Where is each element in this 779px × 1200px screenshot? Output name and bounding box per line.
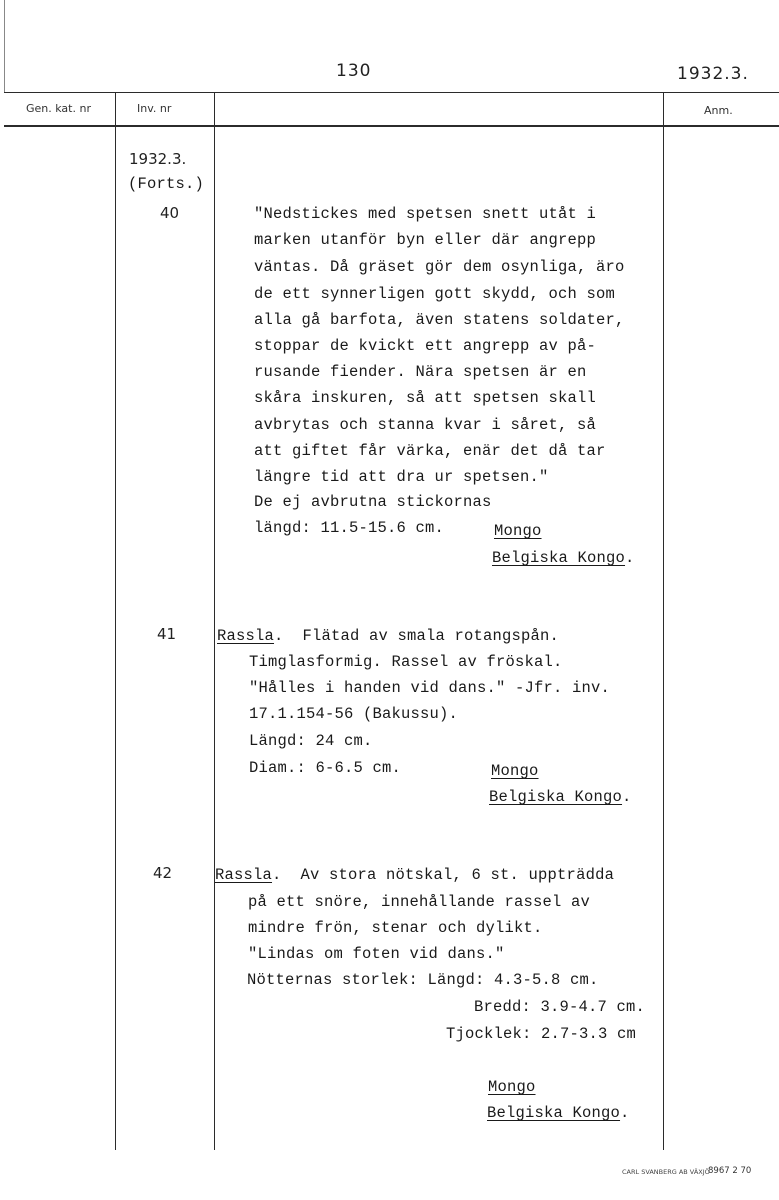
entry-title-line bbox=[217, 627, 559, 645]
entry-text-line: "Hålles i handen vid dans." -Jfr. inv. bbox=[249, 679, 611, 697]
entry-origin-tribe: Mongo bbox=[491, 762, 539, 780]
entry-text-line: skåra inskuren, så att spetsen skall bbox=[254, 389, 597, 407]
entry-text-line: alla gå barfota, även statens soldater, bbox=[254, 311, 625, 329]
entry-text-line: väntas. Då gräset gör dem osynliga, äro bbox=[254, 258, 625, 276]
entry-text-line: Diam.: 6-6.5 cm. bbox=[249, 759, 402, 777]
column-header-inv: Inv. nr bbox=[137, 102, 172, 115]
entry-text-line: De ej avbrutna stickornas bbox=[254, 493, 492, 511]
entry-text-line: "Nedstickes med spetsen snett utåt i bbox=[254, 205, 597, 223]
entry-text-line: marken utanför byn eller där angrepp bbox=[254, 231, 597, 249]
form-code: 8967 2 70 bbox=[708, 1166, 752, 1176]
entry-origin-tribe: Mongo bbox=[494, 522, 542, 540]
entry-text-line: längd: 11.5-15.6 cm. bbox=[254, 519, 445, 537]
entry-title: Rassla bbox=[217, 627, 275, 645]
entry-text-line: att giftet får värka, enär det då tar bbox=[254, 442, 606, 460]
entry-origin-country-line bbox=[489, 788, 632, 806]
entry-origin-country: Belgiska Kongo bbox=[489, 788, 623, 806]
entry-text-line: 17.1.154-56 (Bakussu). bbox=[249, 705, 459, 723]
entry-text-line: på ett snöre, innehållande rassel av bbox=[248, 893, 591, 911]
entry-title-rest: . Av stora nötskal, 6 st. uppträdda bbox=[272, 866, 615, 884]
entry-number: 40 bbox=[160, 204, 180, 222]
entry-origin-period: . bbox=[622, 788, 632, 806]
entry-number: 42 bbox=[153, 864, 173, 882]
entry-origin-period: . bbox=[620, 1104, 630, 1122]
entry-origin-country-line bbox=[487, 1104, 630, 1122]
entry-title-line bbox=[215, 866, 614, 884]
entry-origin-tribe: Mongo bbox=[488, 1078, 536, 1096]
page-date: 1932.3. bbox=[677, 64, 749, 84]
entry-title: Rassla bbox=[215, 866, 273, 884]
entry-text-line: mindre frön, stenar och dylikt. bbox=[248, 919, 543, 937]
entry-text-line: "Lindas om foten vid dans." bbox=[248, 945, 505, 963]
entry-text-line: stoppar de kvickt ett angrepp av på- bbox=[254, 337, 597, 355]
entry-title-rest: . Flätad av smala rotangspån. bbox=[274, 627, 560, 645]
entry-origin-country: Belgiska Kongo bbox=[487, 1104, 621, 1122]
entry-text-line: Längd: 24 cm. bbox=[249, 732, 373, 750]
column-line-left bbox=[115, 92, 116, 1150]
column-line-inv bbox=[214, 92, 215, 1150]
entry-origin-country: Belgiska Kongo bbox=[492, 549, 626, 567]
column-line-anm bbox=[663, 92, 664, 1150]
column-header-gen-kat: Gen. kat. nr bbox=[26, 102, 91, 115]
entry-text-line: avbrytas och stanna kvar i såret, så bbox=[254, 416, 597, 434]
margin-line-top bbox=[4, 0, 5, 92]
entry-text-line: Tjocklek: 2.7-3.3 cm bbox=[446, 1025, 637, 1043]
entry-text-line: Bredd: 3.9-4.7 cm. bbox=[474, 998, 646, 1016]
continuation-label: (Forts.) bbox=[128, 175, 205, 193]
entry-text-line: Timglasformig. Rassel av fröskal. bbox=[249, 653, 563, 671]
entry-text-line: Nötternas storlek: Längd: 4.3-5.8 cm. bbox=[247, 971, 599, 989]
entry-origin-country-line bbox=[492, 549, 635, 567]
entry-text-line: längre tid att dra ur spetsen." bbox=[254, 468, 549, 486]
continuation-date: 1932.3. bbox=[129, 150, 187, 168]
entry-text-line: rusande fiender. Nära spetsen är en bbox=[254, 363, 587, 381]
entry-text-line: de ett synnerligen gott skydd, och som bbox=[254, 285, 616, 303]
entry-origin-period: . bbox=[625, 549, 635, 567]
page-number: 130 bbox=[336, 61, 372, 81]
column-header-anm: Anm. bbox=[704, 104, 733, 117]
printer-imprint: CARL SVANBERG AB VÄXJÖ bbox=[622, 1168, 710, 1176]
entry-number: 41 bbox=[157, 625, 177, 643]
